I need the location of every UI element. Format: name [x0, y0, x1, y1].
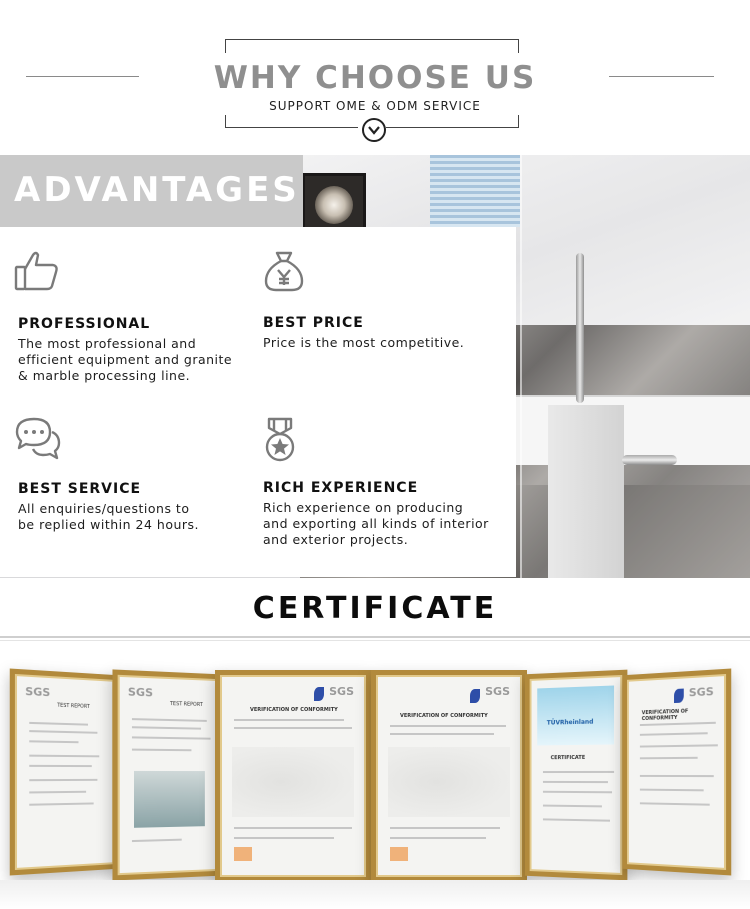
certificate-card [525, 670, 627, 881]
certificate-logo: TÜVRheinland [546, 718, 594, 727]
feature-heading-professional: PROFESSIONAL [18, 316, 151, 332]
certificate-divider-shadow [0, 640, 750, 641]
certificate-heading: VERIFICATION OF CONFORMITY [400, 713, 488, 719]
feature-heading-best-price: BEST PRICE [263, 315, 364, 331]
floor-reflection [0, 880, 750, 909]
feature-heading-rich-experience: RICH EXPERIENCE [263, 480, 419, 496]
certificate-logo: SGS [688, 684, 714, 700]
certificate-heading: CERTIFICATE [550, 754, 586, 762]
certificate-title: CERTIFICATE [252, 591, 498, 626]
certificate-heading: TEST REPORT [169, 701, 203, 709]
feature-text-line: All enquiries/questions to [18, 501, 190, 516]
feature-text-best-price [263, 335, 464, 351]
certificate-heading: VERIFICATION OF CONFORMITY [250, 707, 338, 713]
certificate-card [622, 668, 731, 875]
feature-text-line: and exporting all kinds of interior [263, 516, 489, 531]
chat-bubbles-icon [14, 416, 62, 466]
feature-text-professional [18, 336, 232, 384]
certificate-heading: TEST REPORT [57, 702, 90, 710]
feature-text-line: and exterior projects. [263, 532, 409, 547]
feature-text-line: & marble processing line. [18, 368, 191, 383]
certificate-card [215, 670, 371, 882]
page-title: WHY CHOOSE US [213, 60, 537, 96]
feature-text-best-service [18, 501, 199, 533]
certificate-divider [0, 636, 750, 638]
certificate-card [10, 668, 119, 875]
feature-text-rich-experience [263, 500, 489, 548]
advantages-title: ADVANTAGES [14, 170, 300, 210]
certificate-logo: SGS [25, 684, 51, 700]
feature-text-line: efficient equipment and granite [18, 352, 233, 367]
certificate-logo: SGS [127, 685, 154, 700]
medal-icon [262, 416, 298, 468]
certificate-logo: SGS [329, 685, 354, 698]
feature-text-line: be replied within 24 hours. [18, 517, 200, 532]
feature-heading-best-service: BEST SERVICE [18, 481, 142, 497]
feature-text-line: The most professional and [18, 336, 197, 351]
certificate-card [112, 669, 222, 880]
money-bag-icon [262, 249, 306, 297]
certificate-logo: SGS [485, 685, 510, 698]
page-subtitle: SUPPORT OME & ODM SERVICE [269, 99, 481, 113]
chevron-down-icon [362, 118, 386, 142]
feature-text-line: Price is the most competitive. [263, 335, 465, 350]
certificate-heading: VERIFICATION OF CONFORMITY [641, 708, 689, 723]
thumbs-up-icon [14, 249, 60, 297]
feature-text-line: Rich experience on producing [263, 500, 464, 515]
certificate-card [371, 670, 527, 882]
